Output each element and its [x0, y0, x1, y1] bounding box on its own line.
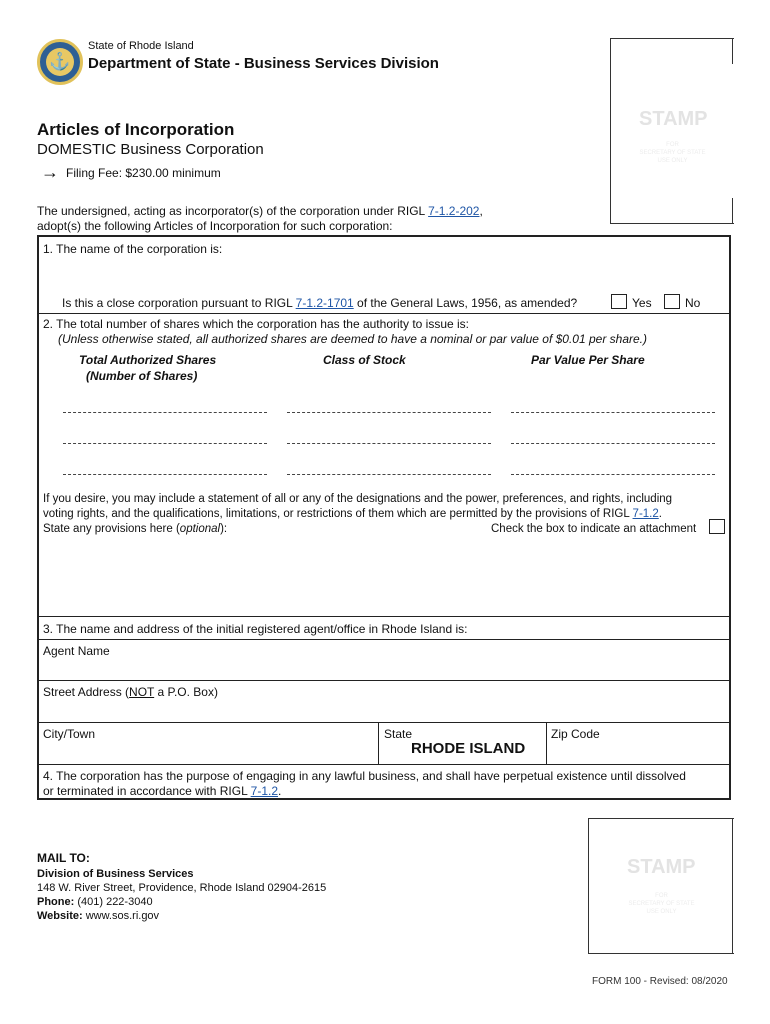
col-total-shares: Total Authorized Shares: [79, 353, 217, 367]
intro-line-1: The undersigned, acting as incorporator(s) of the corporation under RIGL 7-1.2-202,: [37, 204, 483, 218]
stamp-sub-3: USE ONLY: [657, 158, 688, 164]
state-value: RHODE ISLAND: [411, 740, 526, 757]
division-name: Division of Business Services: [37, 868, 194, 880]
col-class-of-stock: Class of Stock: [323, 353, 406, 367]
seal-center: [46, 48, 74, 76]
stamp-bottom-sub-1: FOR: [655, 893, 668, 899]
street-address-label: Street Address (NOT a P.O. Box): [43, 685, 218, 699]
section-4-line-1: 4. The corporation has the purpose of engaging in any lawful business, and shall have perpetual existence until dissolved: [43, 769, 686, 783]
col-number-of-shares: (Number of Shares): [86, 369, 198, 383]
form-revision: FORM 100 - Revised: 08/2020: [592, 976, 728, 987]
stamp-sub-2: SECRETARY OF STATE: [639, 150, 706, 156]
rigl-link-1701[interactable]: 7-1.2-1701: [295, 296, 354, 310]
section-3-label: 3. The name and address of the initial registered agent/office in Rhode Island is:: [43, 622, 468, 636]
designations-line-2: voting rights, and the qualifications, limitations, or restrictions of them which are permitted by the provisions of RIGL 7-1.2.: [43, 508, 662, 520]
agent-name-label: Agent Name: [43, 644, 110, 658]
stamp-label-bottom: STAMP: [627, 856, 696, 878]
city-label: City/Town: [43, 727, 96, 741]
shares-input-1[interactable]: [63, 412, 267, 413]
arrow-right-icon: →: [41, 162, 59, 182]
rigl-link-202[interactable]: 7-1.2-202: [428, 204, 480, 218]
zip-field[interactable]: [551, 742, 723, 762]
section-2-label: 2. The total number of shares which the corporation has the authority to issue is:: [43, 317, 470, 331]
close-corporation-question: Is this a close corporation pursuant to RIGL 7-1.2-1701 of the General Laws, 1956, as amended?: [62, 296, 578, 310]
par-input-3[interactable]: [511, 474, 715, 475]
col-par-value: Par Value Per Share: [531, 353, 645, 367]
articles-form: [37, 235, 731, 800]
designations-line-3: State any provisions here (optional):: [43, 523, 228, 535]
state-label: State: [384, 727, 413, 741]
stamp-bottom-sub-2: SECRETARY OF STATE: [628, 901, 695, 907]
attachment-checkbox[interactable]: [709, 519, 725, 534]
close-corp-yes-checkbox[interactable]: [611, 294, 627, 309]
stamp-sub-1: FOR: [666, 142, 679, 148]
provisions-field[interactable]: [43, 539, 725, 614]
agent-name-field[interactable]: [43, 659, 725, 679]
intro-line-2: adopt(s) the following Articles of Incorporation for such corporation:: [37, 219, 393, 233]
state-name: State of Rhode Island: [88, 40, 194, 52]
section-1-label: 1. The name of the corporation is:: [43, 242, 223, 256]
city-field[interactable]: [43, 742, 373, 762]
phone-number: (401) 222-3040: [74, 896, 153, 908]
stamp-box-bottom: [588, 818, 733, 954]
par-value-note: (Unless otherwise stated, all authorized shares are deemed to have a nominal or par value of $0.01 per share.): [58, 332, 647, 346]
zip-label: Zip Code: [551, 727, 600, 741]
attachment-label: Check the box to indicate an attachment: [491, 523, 697, 535]
street-address-field[interactable]: [43, 700, 725, 720]
corporation-name-field[interactable]: [43, 257, 725, 293]
rigl-link-7-1-2-desig[interactable]: 7-1.2: [632, 508, 659, 520]
anchor-icon: ⚓: [49, 52, 71, 71]
close-corp-no-checkbox[interactable]: [664, 294, 680, 309]
mail-to-heading: MAIL TO:: [37, 851, 90, 865]
no-label: No: [685, 296, 701, 310]
class-input-3[interactable]: [287, 474, 491, 475]
stamp-label: STAMP: [639, 108, 708, 130]
par-input-2[interactable]: [511, 443, 715, 444]
designations-line-1: If you desire, you may include a statement of all or any of the designations and the power, preferences, and rights, including: [43, 493, 673, 505]
stamp-box-top: [610, 38, 733, 224]
shares-input-3[interactable]: [63, 474, 267, 475]
state-seal-logo: [37, 39, 83, 85]
class-input-1[interactable]: [287, 412, 491, 413]
yes-label: Yes: [632, 296, 652, 310]
filing-fee: Filing Fee: $230.00 minimum: [66, 166, 221, 180]
page-subtitle: DOMESTIC Business Corporation: [37, 141, 264, 158]
website-link[interactable]: www.sos.ri.gov: [82, 910, 160, 922]
website-line: Website: www.sos.ri.gov: [37, 910, 160, 922]
shares-input-2[interactable]: [63, 443, 267, 444]
phone-line: Phone: (401) 222-3040: [37, 896, 153, 908]
page-title: Articles of Incorporation: [37, 120, 235, 139]
stamp-bottom-sub-3: USE ONLY: [646, 909, 677, 915]
section-4-line-2: or terminated in accordance with RIGL 7-1.2.: [43, 784, 282, 798]
department-title: Department of State - Business Services Division: [88, 55, 439, 72]
class-input-2[interactable]: [287, 443, 491, 444]
mailing-address: 148 W. River Street, Providence, Rhode Island 02904-2615: [37, 882, 327, 894]
par-input-1[interactable]: [511, 412, 715, 413]
rigl-link-7-1-2-purpose[interactable]: 7-1.2: [250, 784, 279, 798]
